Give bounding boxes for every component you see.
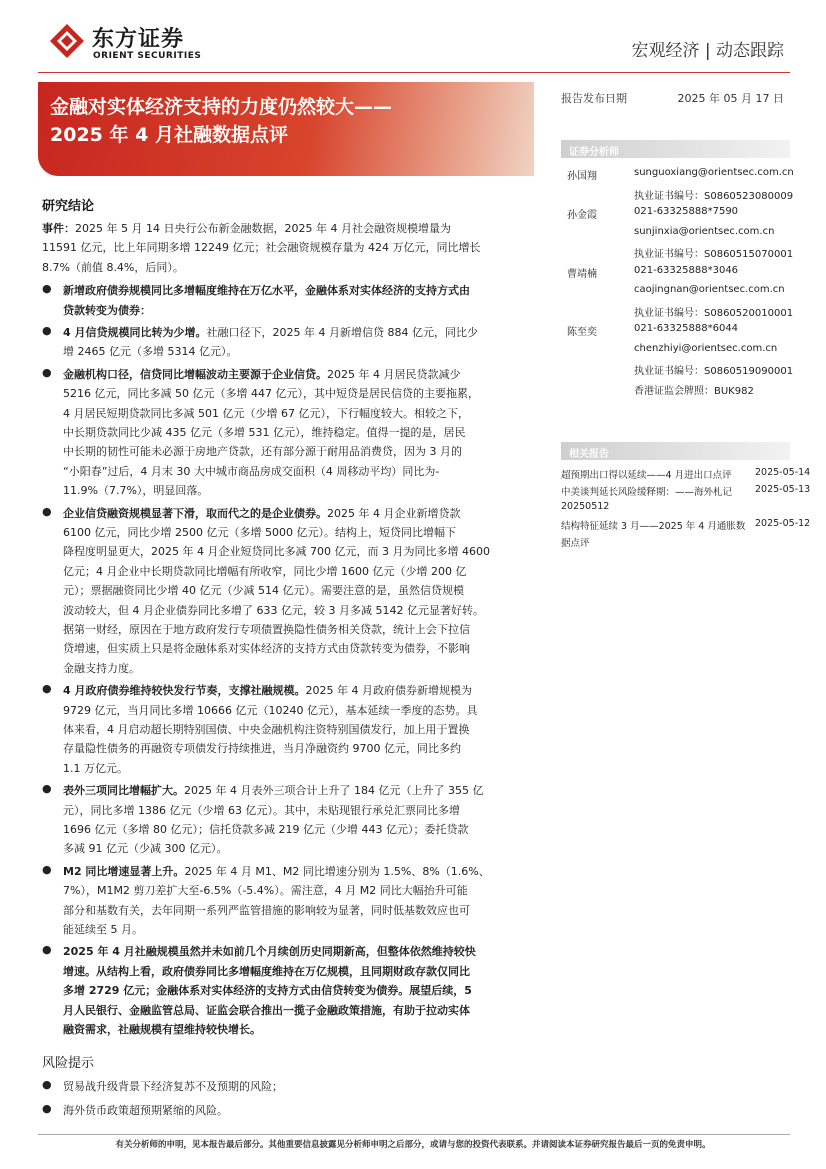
- analyst-detail: sunjinxia@orientsec.com.cn: [634, 225, 775, 237]
- bullet-line: [63, 524, 456, 540]
- risk-bullet-dot: ●: [42, 1102, 52, 1115]
- related-report-title: 超预期出口得以延续——4 月进出口点评: [561, 470, 732, 481]
- bullet-text: 中长期贷款同比少减 435 亿元（多增 531 亿元），维持稳定。值得一提的是，居民: [63, 426, 466, 439]
- bullet-text: 7%），M1M2 剪刀差扩大至-6.5%（-5.4%）。需注意，4 月 M2 同比大幅抬升可能: [63, 884, 468, 898]
- bullet-line: [63, 943, 476, 959]
- bullet-emphasis: 企业信贷融资规模显著下滑，取而代之的是企业债券。: [63, 506, 327, 520]
- bullet-dot: ●: [42, 324, 52, 337]
- orient-logo-icon: [50, 24, 84, 58]
- related-report-title: 中美谈判延长风险缓释期：——海外札记: [561, 487, 733, 498]
- bullet-line: [63, 840, 227, 856]
- bullet-text: 2025 年 4 月居民贷款减少: [327, 367, 461, 381]
- bullet-line: [63, 405, 469, 421]
- event-text: 8.7%（前值 8.4%，后同）。: [42, 260, 184, 274]
- bullet-text: 1.1 万亿元。: [63, 761, 128, 775]
- bullet-text: 波动较大，但 4 月企业债券同比多增了 633 亿元，较 3 月多减 5142 亿元显著好转。: [63, 603, 484, 617]
- analyst-detail: sunguoxiang@orientsec.com.cn: [634, 167, 794, 178]
- bullet-line: [63, 482, 208, 498]
- bullet-line: [63, 863, 490, 879]
- bullet-text: 多减 91 亿元（少减 300 亿元）。: [63, 842, 228, 856]
- bullet-text: 2025 年 4 月企业新增贷款: [327, 506, 461, 520]
- bullet-text: 贷增速，但实质上只是将金融体系对实体经济的支持方式由贷款转变为债券，不影响: [63, 642, 470, 656]
- bullet-emphasis: 融资需求，社融规模有望维持较快增长。: [63, 1023, 261, 1036]
- conclusion-heading: 研究结论: [42, 199, 95, 214]
- event-line: [42, 239, 480, 255]
- related-report-title: 据点评: [561, 538, 590, 549]
- bullet-line: [63, 1002, 470, 1018]
- bullet-dot: ●: [42, 504, 52, 518]
- bullet-line: [63, 324, 478, 340]
- bullet-line: [63, 282, 470, 298]
- bullet-text: 1696 亿元（多增 80 亿元）；信托贷款多减 219 亿元（少增 443 亿元）；委托贷款: [63, 823, 469, 836]
- bullet-line: [63, 821, 468, 837]
- risk-item: 贸易战升级背景下经济复苏不及预期的风险；: [63, 1080, 283, 1093]
- bullet-line: [63, 963, 470, 979]
- bullet-text: 据第一财经，原因在于地方政府发行专项债置换隐性债务相关贷款，统计上会下拉信: [63, 623, 470, 636]
- header-divider: [38, 72, 790, 73]
- analyst-heading-bar: [561, 140, 790, 158]
- report-date-value: 2025 年 05 月 17 日: [677, 92, 784, 105]
- analyst-detail: 执业证书编号：S0860515070001: [634, 249, 794, 260]
- risk-item: 海外货币政策超预期紧缩的风险。: [63, 1104, 228, 1117]
- footer-divider: [38, 1134, 790, 1135]
- bullet-line: [63, 302, 151, 318]
- analyst-detail: 执业证书编号：S0860520010001: [634, 307, 794, 319]
- analyst-heading: 证券分析师: [569, 147, 619, 158]
- bullet-dot: ●: [42, 365, 52, 379]
- event-label: 事件：: [42, 222, 75, 235]
- bullet-dot: ●: [42, 862, 52, 876]
- bullet-emphasis: 月人民银行、金融监管总局、证监会联合推出一揽子金融政策措施，有助于拉动实体: [63, 1003, 470, 1017]
- bullet-text: 2025 年 4 月表外三项合计上升了 184 亿元（上升了 355 亿: [184, 784, 484, 798]
- bullet-text: 6100 亿元，同比少增 2500 亿元（多增 5000 亿元）。结构上，短贷同比增幅下: [63, 526, 456, 539]
- bullet-text: 元），同比多增 1386 亿元（少增 63 亿元）。其中，未贴现银行承兑汇票同比多增: [63, 803, 460, 817]
- analyst-detail: 执业证书编号：S0860523080009: [634, 190, 794, 202]
- bullet-emphasis: 金融机构口径，信贷同比增幅波动主要源于企业信贷。: [63, 367, 327, 381]
- event-text: 11591 亿元，比上年同期多增 12249 亿元；社会融资规模存量为 424 万亿元，同比增长: [42, 241, 481, 255]
- bullet-line: [63, 424, 465, 440]
- analyst-detail: 执业证书编号：S0860519090001: [634, 366, 794, 377]
- bullet-text: 11.9%（7.7%），明显回落。: [63, 484, 209, 498]
- bullet-line: [63, 505, 460, 521]
- analyst-detail: 021-63325888*7590: [634, 206, 739, 217]
- bullet-text: 能延续至 5 月。: [63, 923, 143, 936]
- risk-heading: 风险提示: [42, 1056, 95, 1071]
- event-line: [42, 220, 451, 236]
- analyst-detail: 021-63325888*6044: [634, 323, 739, 334]
- related-report-title: 结构特征延续 3 月——2025 年 4 月通胀数: [561, 521, 746, 532]
- bullet-line: [63, 740, 461, 756]
- bullet-line: [63, 1021, 261, 1037]
- bullet-text: 元）；票据融资同比少增 40 亿元（少减 514 亿元）。需要注意的是，虽然信贷规模: [63, 584, 464, 598]
- report-category: 宏观经济 | 动态跟踪: [631, 41, 784, 61]
- event-text: 2025 年 5 月 14 日央行公布新金融数据，2025 年 4 月社会融资规模增量为: [75, 222, 451, 235]
- bullet-text: 体来看，4 月启动超长期特别国债、中央金融机构注资特别国债发行，加上用于置换: [63, 723, 470, 736]
- bullet-emphasis: 新增政府债券规模同比多增幅度维持在万亿水平，金融体系对实体经济的支持方式由: [63, 284, 470, 298]
- bullet-line: [63, 366, 460, 382]
- bullet-line: [63, 921, 143, 937]
- bullet-dot: ●: [42, 943, 52, 957]
- bullet-line: [63, 385, 479, 401]
- bullet-line: [63, 582, 464, 598]
- brand-name-en: ORIENT SECURITIES: [93, 51, 202, 61]
- bullet-line: [63, 443, 462, 459]
- bullet-emphasis: 4 月信贷规模同比转为少增。: [63, 326, 207, 339]
- analyst-name: 曹靖楠: [567, 268, 597, 280]
- bullet-line: [63, 902, 470, 918]
- bullet-line: [63, 660, 140, 676]
- bullet-line: [63, 463, 439, 479]
- analyst-detail: chenzhiyi@orientsec.com.cn: [634, 342, 778, 354]
- analyst-detail: 021-63325888*3046: [634, 264, 739, 276]
- bullet-line: [63, 702, 477, 718]
- related-heading-bar: [561, 442, 790, 460]
- footer-disclaimer: 有关分析师的申明，见本报告最后部分。其他重要信息披露见分析师申明之后部分，或请与您的投资代表联系。并请阅读本证券研究报告最后一页的免责申明。: [115, 1140, 711, 1150]
- bullet-emphasis: 增速。从结构上看，政府债券同比多增幅度维持在万亿规模，且同期财政存款仅同比: [63, 964, 470, 978]
- related-heading: 相关报告: [569, 449, 609, 460]
- bullet-line: [63, 621, 470, 637]
- bullet-text: 存量隐性债务的再融资专项债发行持续推进，当月净融资约 9700 亿元，同比多约: [63, 742, 461, 756]
- page-header: [0, 0, 826, 78]
- bullet-emphasis: 多增 2729 亿元；金融体系对实体经济的支持方式由信贷转变为债券。展望后续，5: [63, 984, 472, 998]
- bullet-line: [63, 721, 470, 737]
- report-title-line-2: 2025 年 4 月社融数据点评: [50, 124, 288, 146]
- bullet-emphasis: 4 月政府债券维持较快发行节奏，支撑社融规模。: [63, 684, 306, 698]
- analyst-detail: 香港证监会牌照：BUK982: [634, 385, 754, 397]
- related-report-date: 2025-05-12: [755, 518, 811, 529]
- bullet-line: [63, 760, 128, 776]
- related-report-date: 2025-05-13: [755, 484, 811, 495]
- bullet-line: [63, 543, 490, 559]
- analyst-name: 孙国翔: [567, 171, 597, 182]
- bullet-text: 4 月居民短期贷款同比多减 501 亿元（少增 67 亿元），下行幅度较大。相较之下，: [63, 406, 469, 420]
- bullet-line: [63, 882, 468, 898]
- bullet-line: [63, 640, 470, 656]
- brand-name-cn: 东方证券: [92, 27, 185, 52]
- bullet-text: 2025 年 4 月政府债券新增规模为: [305, 684, 472, 698]
- report-title-line-1: 金融对实体经济支持的力度仍然较大——: [50, 96, 393, 118]
- event-line: [42, 259, 184, 275]
- bullet-line: [63, 802, 460, 818]
- bullet-text: 降程度明显更大，2025 年 4 月企业短贷同比多减 700 亿元，而 3 月为同比多增 4600: [63, 545, 490, 559]
- bullet-text: 部分和基数有关，去年同期一系列严监管措施的影响较为显著，同时低基数效应也可: [63, 903, 470, 917]
- analyst-name: 孙金霞: [567, 210, 597, 221]
- bullet-text: 亿元；4 月企业中长期贷款同比增幅有所收窄，同比少增 1600 亿元（少增 200 亿: [63, 564, 467, 578]
- related-report-date: 2025-05-14: [755, 467, 811, 478]
- bullet-dot: ●: [42, 282, 52, 296]
- bullet-emphasis: 2025 年 4 月社融规模虽然并未如前几个月续创历史同期新高，但整体依然维持较快: [63, 945, 476, 959]
- bullet-line: [63, 982, 472, 998]
- bullet-text: 增 2465 亿元（多增 5314 亿元）。: [63, 345, 238, 359]
- bullet-text: “小阳春”过后，4 月末 30 大中城市商品房成交面积（4 周移动平均）同比为-: [63, 464, 440, 478]
- bullet-dot: ●: [42, 782, 52, 796]
- bullet-text: 金融支持力度。: [63, 661, 140, 675]
- analyst-name: 陈至奕: [567, 327, 597, 338]
- bullet-emphasis: 表外三项同比增幅扩大。: [63, 784, 184, 798]
- bullet-line: [63, 782, 483, 798]
- bullet-text: 中长期的韧性可能未必源于房地产贷款，还有部分源于耐用品消费贷，因为 3 月的: [63, 445, 462, 459]
- analyst-detail: caojingnan@orientsec.com.cn: [634, 284, 785, 295]
- risk-bullet-dot: ●: [42, 1078, 52, 1091]
- bullet-text: 9729 亿元，当月同比多增 10666 亿元（10240 亿元），基本延续一季度的态势。具: [63, 703, 478, 717]
- bullet-dot: ●: [42, 682, 52, 696]
- bullet-text: 5216 亿元，同比多减 50 亿元（多增 447 亿元），其中短贷是居民信贷的主要拖累，: [63, 387, 479, 401]
- bullet-line: [63, 563, 466, 579]
- bullet-line: [63, 602, 484, 618]
- bullet-line: [63, 343, 237, 359]
- bullet-emphasis: M2 同比增速显著上升。: [63, 864, 185, 878]
- bullet-text: 社融口径下，2025 年 4 月新增信贷 884 亿元，同比少: [206, 326, 478, 339]
- bullet-text: 2025 年 4 月 M1、M2 同比增速分别为 1.5%、8%（1.6%、: [184, 864, 490, 878]
- report-date-label: 报告发布日期: [561, 92, 627, 105]
- bullet-line: [63, 682, 472, 698]
- related-report-title: 20250512: [561, 501, 610, 512]
- bullet-emphasis: 贷款转变为债券：: [63, 303, 151, 317]
